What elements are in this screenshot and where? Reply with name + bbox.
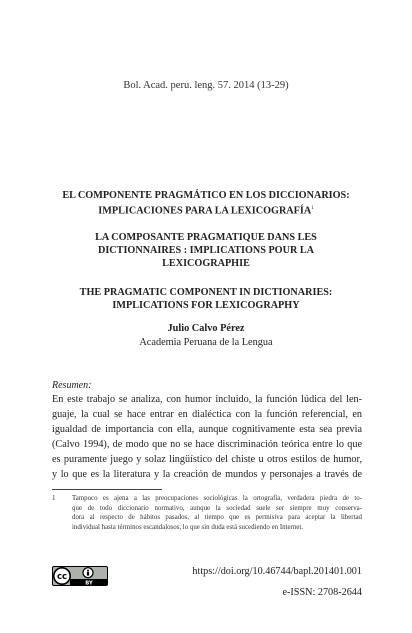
title-english-line-1: THE PRAGMATIC COMPONENT IN DICTIONARIES: bbox=[79, 287, 333, 298]
abstract-line: y lo que es la literatura y la creación de mundos y personajes a través de bbox=[52, 469, 362, 480]
cc-text: cc bbox=[56, 572, 68, 583]
title-french bbox=[60, 231, 352, 270]
author-name: Julio Calvo Pérez bbox=[167, 323, 245, 334]
footnote-line: dora al respecto de hábitos pasados, al tiempo que es permisiva para aceptar la libertad bbox=[72, 514, 362, 522]
title-spanish-line-2 bbox=[60, 202, 352, 217]
abstract-line: guaje, la cual se hace entrar en dialéctica con la función referencial, en bbox=[52, 409, 362, 420]
doi-link[interactable]: https://doi.org/10.46744/bapl.201401.001 bbox=[192, 566, 362, 577]
title-spanish-line-2-text: IMPLICACIONES PARA LA LEXICOGRAFÍA bbox=[98, 205, 312, 217]
creative-commons-by-icon[interactable] bbox=[52, 566, 108, 586]
abstract-line: igualdad de importancia con ella, aunque cognitivamente esta sea previa bbox=[52, 424, 362, 435]
footnote-divider bbox=[52, 489, 162, 490]
footnote-line: que de todo diccionario normativo, aunque la sociedad suele ser siempre muy conserva- bbox=[72, 504, 362, 512]
title-french-line-2: DICTIONNAIRES : IMPLICATIONS POUR LA bbox=[97, 245, 315, 256]
by-text: BY bbox=[85, 580, 93, 586]
title-spanish-line-1: EL COMPONENTE PRAGMÁTICO EN LOS DICCIONARIOS: bbox=[62, 190, 350, 201]
eissn: e-ISSN: 2708-2644 bbox=[282, 587, 362, 598]
journal-header: Bol. Acad. peru. leng. 57. 2014 (13-29) bbox=[123, 80, 289, 91]
title-english bbox=[60, 286, 352, 312]
title-spanish bbox=[60, 189, 352, 217]
cc-by-badge-graphic bbox=[52, 566, 108, 586]
footnote-line: Tampoco es ajena a las preocupaciones sociológicas la ortografía, verdadera piedra de to- bbox=[72, 495, 362, 502]
abstract-line: (Calvo 1994), de modo que no se hace discriminación teórica entre lo que bbox=[52, 439, 362, 450]
abstract-line: En este trabajo se analiza, con humor incluido, la función lúdica del len- bbox=[52, 394, 362, 405]
author-block bbox=[0, 322, 412, 350]
title-english-line-2: IMPLICATIONS FOR LEXICOGRAPHY bbox=[112, 300, 300, 311]
abstract-text bbox=[52, 392, 362, 482]
author-affiliation: Academia Peruana de la Lengua bbox=[139, 337, 273, 348]
footnote-number: 1 bbox=[52, 495, 56, 502]
abstract-label: Resumen: bbox=[52, 380, 92, 391]
abstract-line: es puramente juego y solaz lingüístico del chiste u otros estilos de humor, bbox=[52, 454, 362, 465]
footnote-text bbox=[72, 494, 362, 532]
footnote-line: individual hasta términos escandalosos, lo que sin duda está sucediendo en Internet. bbox=[72, 523, 303, 531]
title-french-line-1: LA COMPOSANTE PRAGMATIQUE DANS LES bbox=[95, 232, 317, 243]
footnote-marker[interactable]: 1 bbox=[311, 206, 314, 211]
title-french-line-3: LEXICOGRAPHIE bbox=[162, 258, 250, 269]
